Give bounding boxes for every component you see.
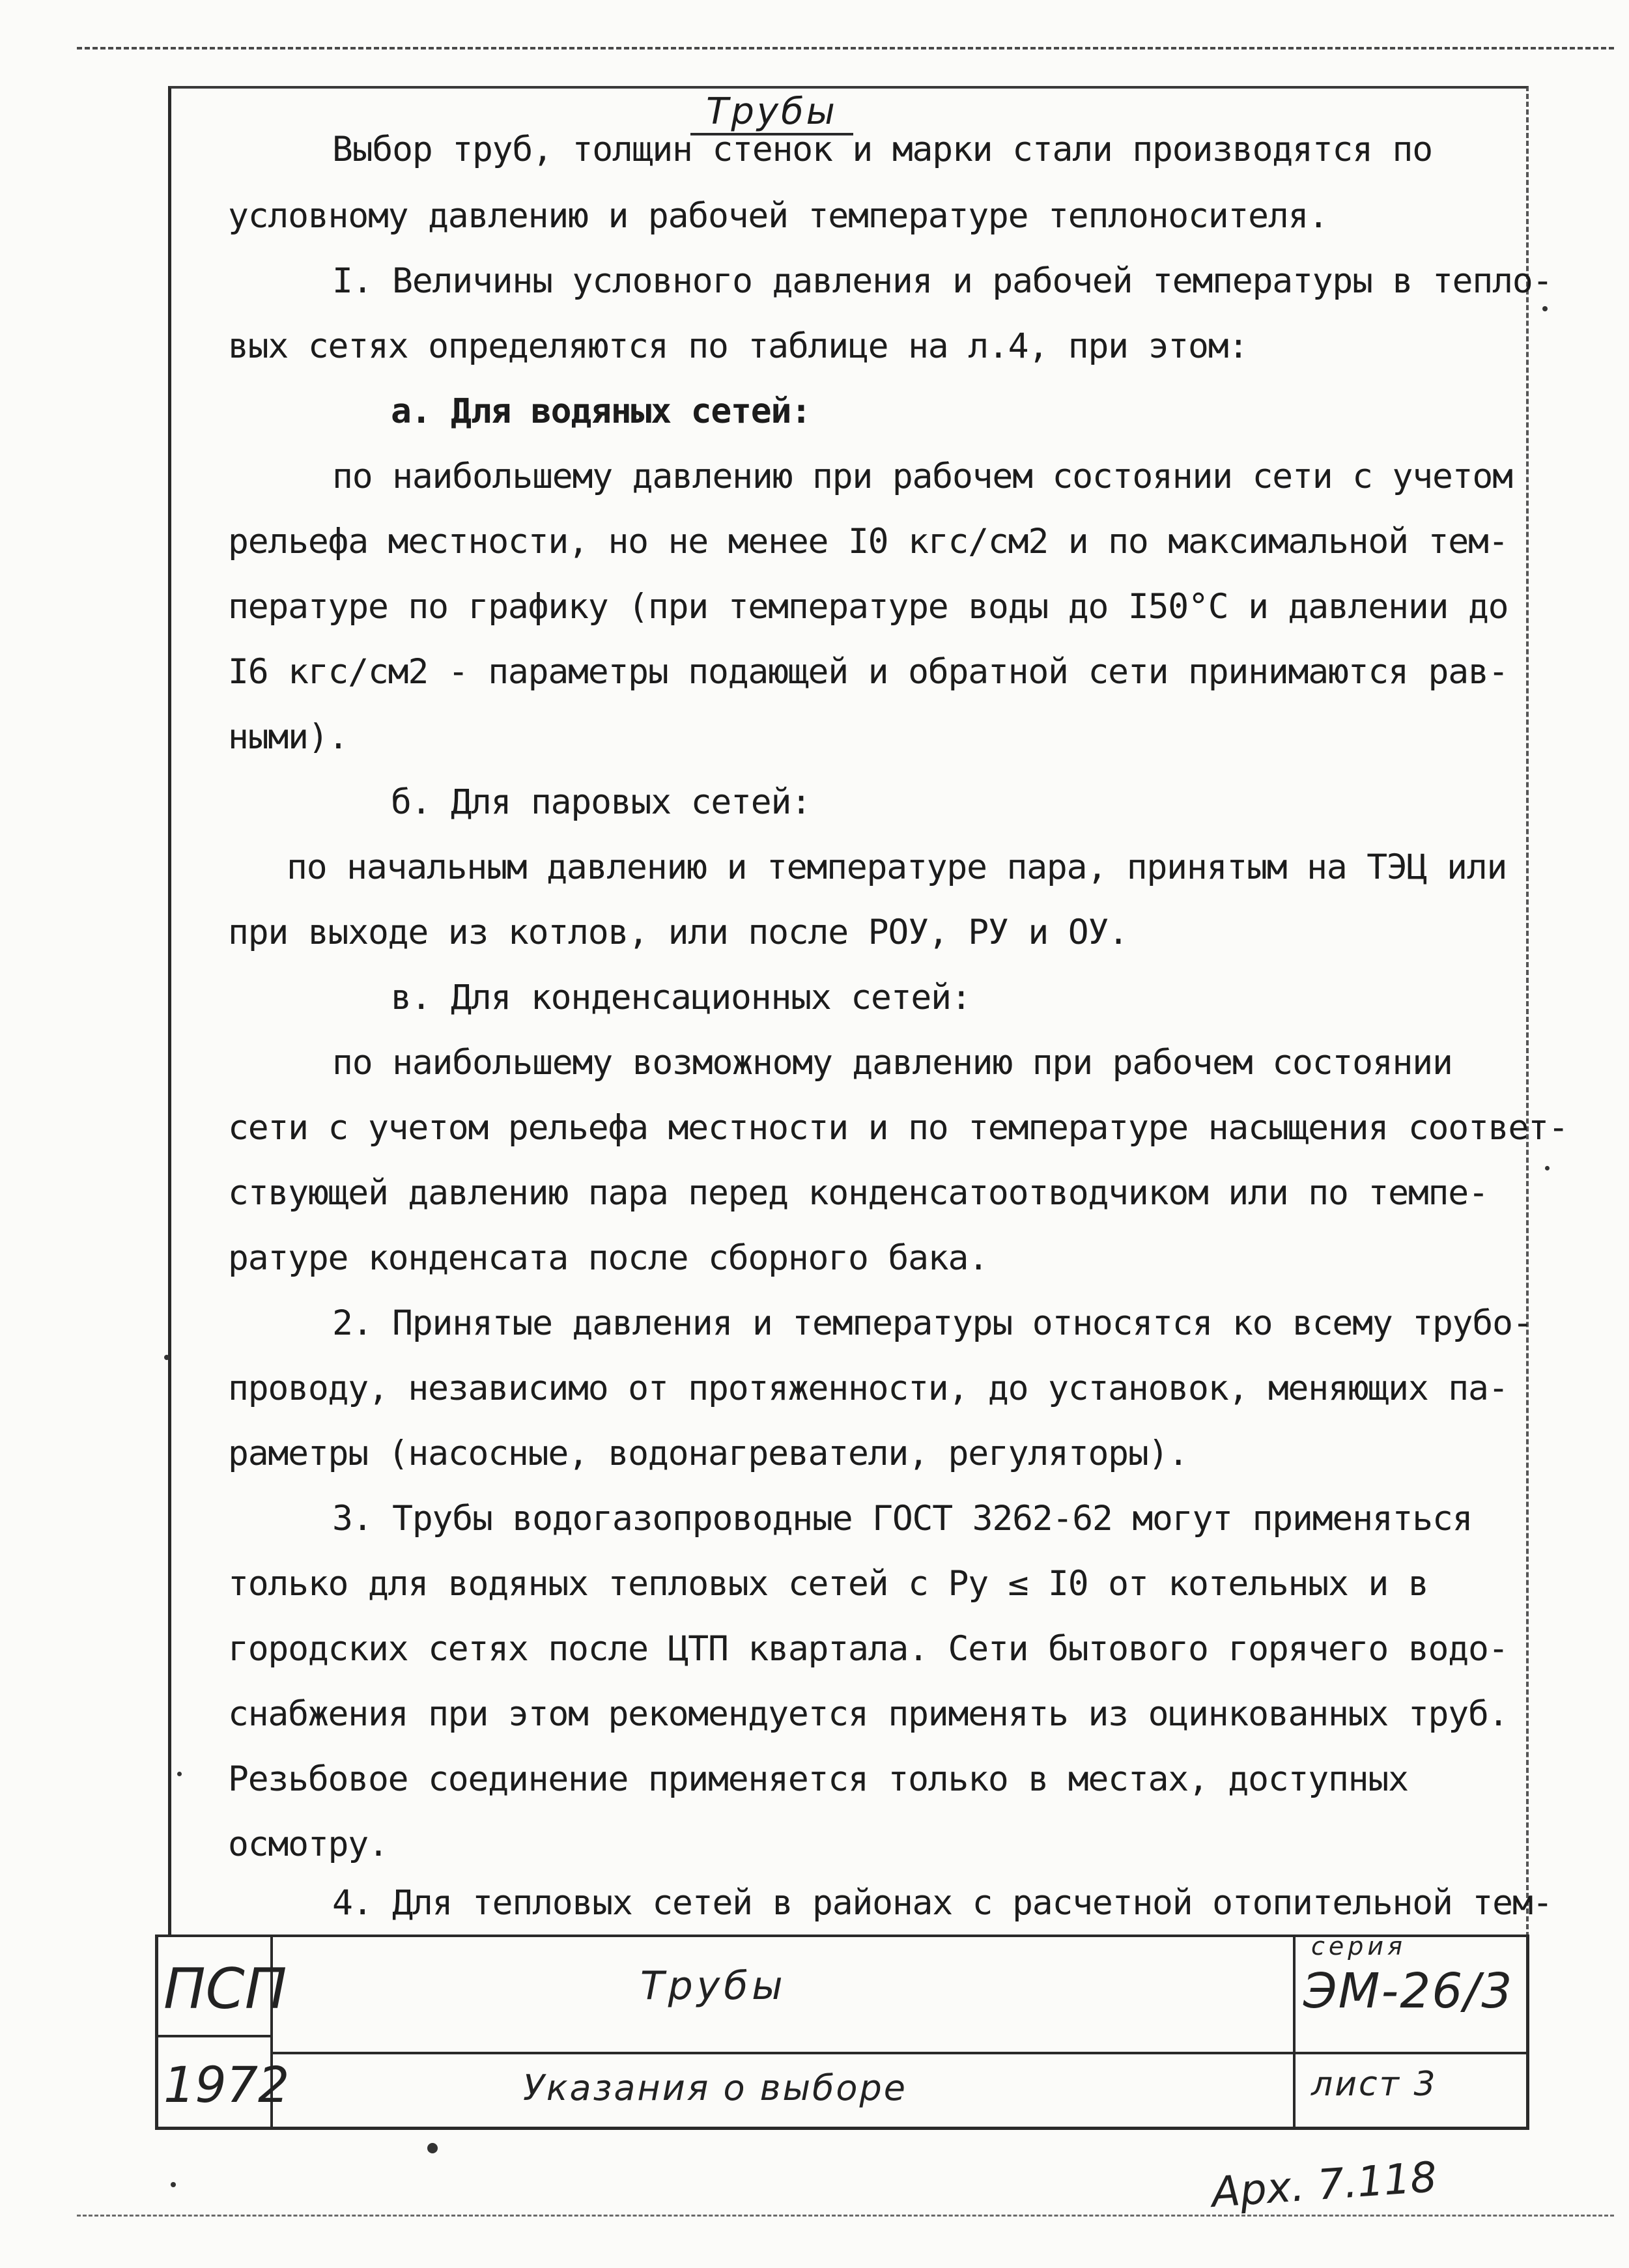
- ink-speck: [164, 1355, 169, 1360]
- text-line: 4. Для тепловых сетей в районах с расчетной отопительной тем-: [332, 1883, 1553, 1923]
- ink-speck: [427, 2143, 438, 2153]
- ink-speck: [1542, 306, 1548, 311]
- text-line: I. Величины условного давления и рабочей температуры в тепло-: [332, 261, 1553, 301]
- text-line: условному давлению и рабочей температуре теплоносителя.: [228, 196, 1328, 236]
- ink-speck: [177, 1772, 182, 1776]
- sheet-number: лист 3: [1311, 2065, 1438, 2104]
- top-rule: [77, 47, 1614, 50]
- text-line: по наибольшему возможному давлению при рабочем состоянии: [332, 1043, 1452, 1083]
- text-line: при выходе из котлов, или после РОУ, РУ и ОУ.: [228, 913, 1128, 952]
- text-line: 2. Принятые давления и температуры относятся ко всему трубо-: [332, 1303, 1533, 1343]
- text-line: ствующей давлению пара перед конденсатоотводчиком или по темпе-: [228, 1173, 1488, 1213]
- text-line: по начальным давлению и температуре пара, принятым на ТЭЦ или: [287, 847, 1507, 887]
- ink-speck: [1545, 1166, 1550, 1170]
- text-line: проводу, независимо от протяженности, до установок, меняющих па-: [228, 1368, 1509, 1408]
- drawing-name: Трубы: [640, 1963, 787, 2009]
- text-line: ратуре конденсата после сборного бака.: [228, 1238, 988, 1278]
- text-line: а. Для водяных сетей:: [391, 391, 811, 431]
- title-block-divider: [1293, 1937, 1296, 2127]
- series-label: серия: [1311, 1932, 1406, 1961]
- title-block: [155, 1932, 1529, 2130]
- ink-speck: [171, 2182, 176, 2187]
- year: 1972: [163, 2056, 290, 2114]
- text-line: б. Для паровых сетей:: [391, 782, 811, 822]
- title-block-divider: [158, 2035, 270, 2037]
- text-line: городских сетях после ЦТП квартала. Сети бытового горячего водо-: [228, 1629, 1509, 1669]
- bottom-rule: [77, 2215, 1614, 2217]
- text-line: только для водяных тепловых сетей с Ру ≤ I0 от котельных и в: [228, 1564, 1428, 1604]
- text-line: рельефа местности, но не менее I0 кгс/см2 и по максимальной тем-: [228, 522, 1509, 561]
- text-line: пературе по графику (при температуре воды до I50°С и давлении до: [228, 587, 1509, 627]
- drawing-subtitle: Указания о выборе: [523, 2067, 907, 2108]
- series-code: ЭМ-26/3: [1303, 1963, 1514, 2019]
- text-line: раметры (насосные, водонагреватели, регуляторы).: [228, 1434, 1189, 1473]
- text-line: I6 кгс/см2 - параметры подающей и обратной сети принимаются рав-: [228, 652, 1509, 692]
- organization-code: ПСП: [163, 1957, 287, 2022]
- text-line: сети с учетом рельефа местности и по температуре насыщения соответ-: [228, 1108, 1568, 1148]
- text-line: Выбор труб, толщин стенок и марки стали производятся по: [332, 130, 1432, 169]
- text-line: по наибольшему давлению при рабочем состоянии сети с учетом: [332, 457, 1512, 496]
- text-line: Резьбовое соединение применяется только в местах, доступных: [228, 1759, 1408, 1799]
- text-line: ными).: [228, 717, 348, 757]
- text-line: осмотру.: [228, 1824, 388, 1864]
- page-title: Трубы: [690, 91, 853, 135]
- text-line: вых сетях определяются по таблице на л.4, при этом:: [228, 326, 1249, 366]
- text-line: в. Для конденсационных сетей:: [391, 978, 971, 1017]
- text-line: 3. Трубы водогазопроводные ГОСТ 3262-62 могут применяться: [332, 1499, 1473, 1538]
- text-line: снабжения при этом рекомендуется применять из оцинкованных труб.: [228, 1694, 1509, 1734]
- archive-note: Арх. 7.118: [1210, 2153, 1439, 2217]
- title-block-divider: [270, 2052, 1527, 2054]
